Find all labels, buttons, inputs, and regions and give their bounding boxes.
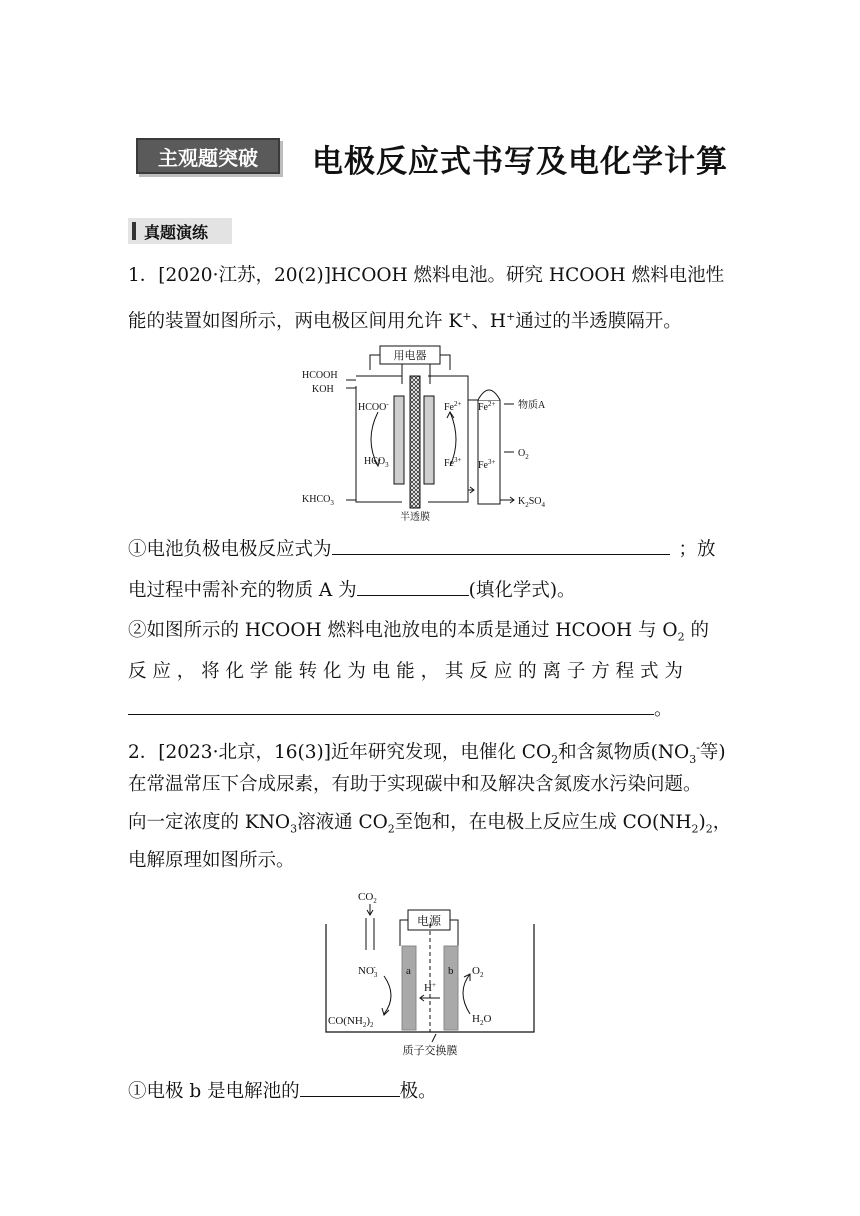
svg-text:HCOO-: HCOO- (358, 400, 389, 413)
svg-text:NO3-: $NO_3-$ (358, 963, 378, 979)
svg-text:Fe2+: $Fe^{2+}$ (478, 400, 496, 413)
svg-text:O2: $O_2$ (518, 448, 529, 461)
svg-text:半透膜: 半透膜 (400, 512, 430, 523)
answer-blank[interactable] (357, 577, 469, 596)
q1-line2: 能的装置如图所示，两电极区间用允许 K+、H+通过的半透膜隔开。 (128, 310, 682, 333)
q2-line1: 2．[2023·北京，16(3)]近年研究发现，电催化 $CO_2$和含氮物质($NO_3^-$等) (128, 741, 726, 766)
svg-text:O2: $O_2$ (472, 965, 484, 979)
answer-blank[interactable] (300, 1078, 400, 1097)
svg-text:Fe3+: $Fe^{3+}$ (478, 458, 496, 471)
page-title: 电极反应式书写及电化学计算 (312, 144, 728, 180)
q2-line3: 向一定浓度的 $KNO_3$溶液通 $CO_2$至饱和，在电极上反应生成 $CO(NH_2)_2$， (128, 812, 732, 836)
svg-text:物质A: 物质A (518, 400, 546, 411)
svg-text:HCOOH: HCOOH (302, 370, 338, 381)
q1-line1: 1．[2020·江苏，20(2)]HCOOH 燃料电池。研究 HCOOH 燃料电池性 (128, 265, 725, 286)
svg-text:KHCO3: $KHCO_3$ (302, 494, 334, 507)
q1-sub2-line3: 。 (128, 696, 748, 723)
svg-text:K2SO4: $K_2SO_4$ (518, 496, 546, 509)
svg-text:a: a (406, 965, 411, 977)
svg-text:CO(NH2)2: $CO(NH_2)_2$ (328, 1015, 374, 1029)
q2-line2: 在常温常压下合成尿素，有助于实现碳中和及解决含氮废水污染问题。 (128, 774, 702, 795)
svg-text:Fe2+: $Fe^{2+}$ (444, 400, 462, 413)
svg-text:H+: H+ (424, 981, 436, 994)
device-label: 用电器 (393, 350, 427, 362)
svg-text:质子交换膜: 质子交换膜 (402, 1045, 458, 1057)
q1-sub1-line1: ①电池负极电极反应式为 ；放 (128, 536, 748, 563)
answer-blank[interactable] (128, 696, 654, 715)
svg-text:Fe3+: $Fe^{3+}$ (444, 456, 462, 469)
section-mark-icon (132, 222, 136, 240)
svg-text:KOH: KOH (312, 384, 334, 395)
answer-blank[interactable] (332, 536, 670, 555)
q2-line4: 电解原理如图所示。 (128, 850, 295, 871)
section-badge: 主观题突破 (136, 138, 280, 174)
electrolysis-diagram (322, 884, 538, 1060)
q1-sub2-line1: ②如图所示的 HCOOH 燃料电池放电的本质是通过 HCOOH 与 $O_2$ 的 (128, 620, 709, 644)
section-heading (128, 218, 232, 244)
power-label: 电源 (416, 914, 442, 928)
fuel-cell-diagram (298, 340, 566, 524)
svg-text:b: b (448, 965, 454, 977)
q2-sub1: ①电极 b 是电解池的 极。 (128, 1078, 748, 1105)
svg-text:HCO3: $HCO_3$ (364, 456, 389, 469)
q1-sub2-line2: 反 应 ， 将 化 学 能 转 化 为 电 能 ， 其 反 应 的 离 子 方 程 式 为 (128, 661, 683, 682)
q1-sub1-line2: 电过程中需补充的物质 A 为 (填化学式)。 (128, 577, 748, 604)
svg-text:CO2: $CO_2$ (358, 891, 377, 905)
svg-text:H2O: $H_2O$ (472, 1013, 492, 1027)
section-label: 真题演练 (144, 222, 209, 242)
